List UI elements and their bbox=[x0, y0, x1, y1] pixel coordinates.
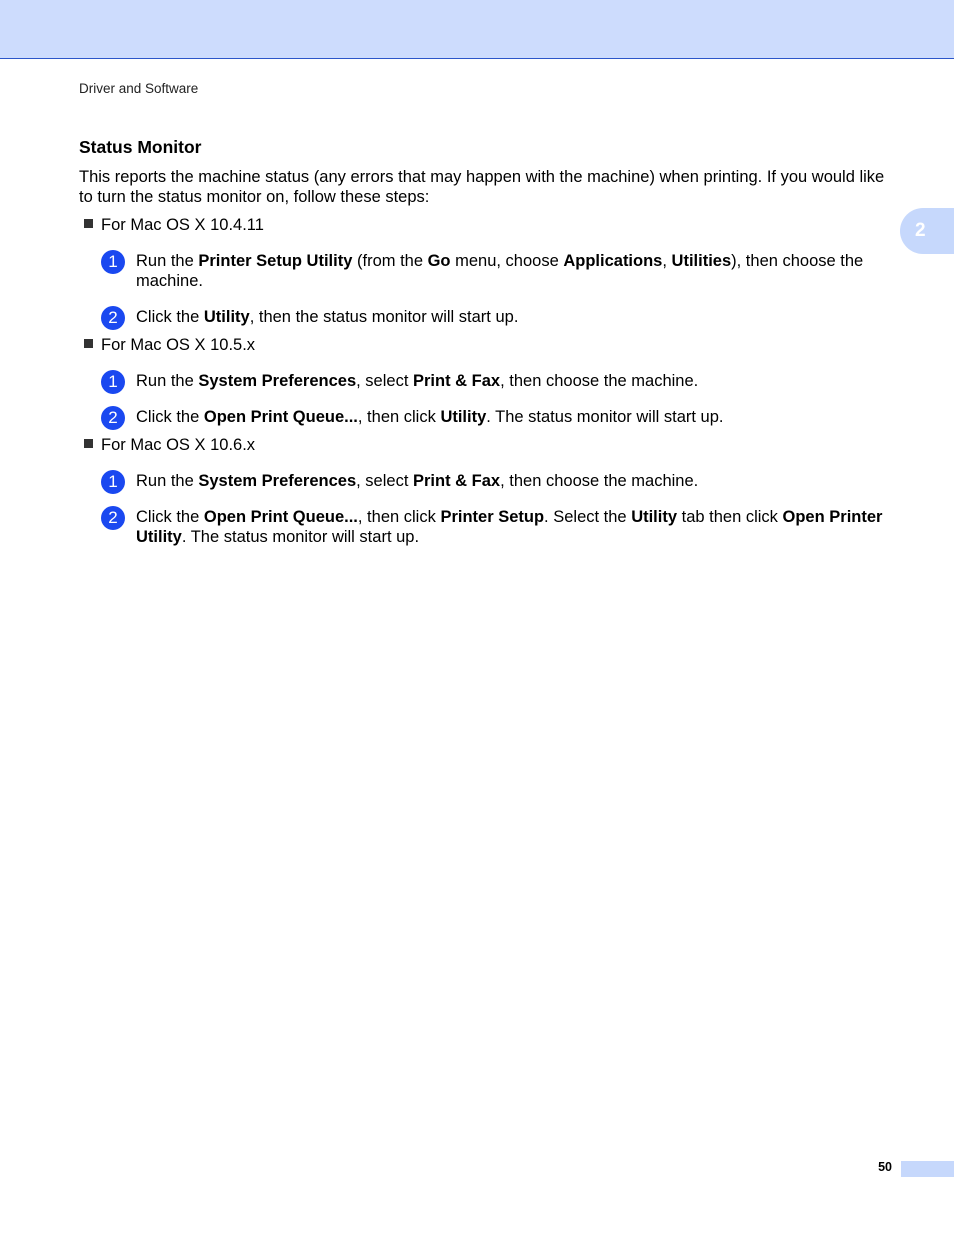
bold-term: Printer Setup bbox=[440, 508, 545, 526]
bold-term: Utility bbox=[631, 508, 678, 526]
text-run: , then choose the machine. bbox=[500, 372, 699, 390]
section-title: Status Monitor bbox=[79, 137, 202, 157]
text-run: , then click bbox=[357, 508, 441, 526]
text-run: Click the bbox=[136, 508, 204, 526]
step-text bbox=[136, 307, 894, 327]
step-number-badge: 1 bbox=[101, 370, 125, 394]
chapter-tab: 2 bbox=[900, 208, 954, 254]
text-run: . The status monitor will start up. bbox=[486, 408, 724, 426]
bold-term: System Preferences bbox=[198, 472, 357, 490]
bullet-item bbox=[84, 335, 255, 355]
step-item bbox=[101, 471, 894, 491]
text-run: , then click bbox=[357, 408, 441, 426]
bullet-label: For Mac OS X 10.5.x bbox=[101, 336, 256, 354]
step-text bbox=[136, 471, 894, 491]
text-run: Click the bbox=[136, 408, 204, 426]
step-item bbox=[101, 251, 894, 291]
text-run: , select bbox=[356, 472, 413, 490]
text-run: Run the bbox=[136, 252, 199, 270]
step-text bbox=[136, 507, 894, 547]
bold-term: System Preferences bbox=[198, 372, 357, 390]
bullet-label: For Mac OS X 10.6.x bbox=[101, 436, 256, 454]
text-run: (from the bbox=[352, 252, 428, 270]
bullet-item bbox=[84, 215, 264, 235]
intro-paragraph: This reports the machine status (any errors that may happen with the machine) when printing. If you would like to turn the status monitor on, follow these steps: bbox=[79, 168, 885, 206]
bold-term: Print & Fax bbox=[413, 472, 501, 490]
step-item bbox=[101, 507, 894, 547]
step-number-badge: 1 bbox=[101, 470, 125, 494]
step-item bbox=[101, 371, 894, 391]
step-text bbox=[136, 407, 894, 427]
page-number-tab bbox=[901, 1161, 954, 1177]
top-header-band bbox=[0, 0, 954, 59]
bold-term: Open Printer Utility bbox=[136, 508, 883, 546]
step-text bbox=[136, 371, 894, 391]
step-item bbox=[101, 307, 894, 327]
text-run: , then choose the machine. bbox=[500, 472, 699, 490]
text-run: ), then choose the machine. bbox=[136, 252, 864, 290]
text-run: Run the bbox=[136, 372, 199, 390]
step-number-badge: 2 bbox=[101, 306, 125, 330]
bold-term: Open Print Queue... bbox=[203, 408, 358, 426]
bullet-square-icon bbox=[84, 339, 93, 348]
text-run: , bbox=[662, 252, 672, 270]
bold-term: Utility bbox=[203, 308, 250, 326]
bullet-item bbox=[84, 435, 255, 455]
step-text bbox=[136, 251, 894, 291]
bullet-label: For Mac OS X 10.4.11 bbox=[101, 216, 264, 234]
bold-term: Printer Setup Utility bbox=[198, 252, 353, 270]
text-run: menu, choose bbox=[450, 252, 564, 270]
page-number: 50 bbox=[878, 1160, 892, 1174]
bold-term: Utilities bbox=[671, 252, 732, 270]
bold-term: Utility bbox=[440, 408, 487, 426]
text-run: Click the bbox=[136, 308, 204, 326]
step-number-badge: 1 bbox=[101, 250, 125, 274]
bullet-square-icon bbox=[84, 439, 93, 448]
text-run: tab then click bbox=[677, 508, 783, 526]
text-run: , then the status monitor will start up. bbox=[249, 308, 519, 326]
bold-term: Print & Fax bbox=[413, 372, 501, 390]
text-run: , select bbox=[356, 372, 413, 390]
step-number-badge: 2 bbox=[101, 506, 125, 530]
bold-term: Open Print Queue... bbox=[203, 508, 358, 526]
running-header: Driver and Software bbox=[79, 81, 199, 96]
bold-term: Applications bbox=[563, 252, 663, 270]
step-item bbox=[101, 407, 894, 427]
step-number-badge: 2 bbox=[101, 406, 125, 430]
text-run: Run the bbox=[136, 472, 199, 490]
text-run: . The status monitor will start up. bbox=[181, 528, 420, 546]
bullet-square-icon bbox=[84, 219, 93, 228]
bold-term: Go bbox=[427, 252, 451, 270]
text-run: . Select the bbox=[544, 508, 632, 526]
